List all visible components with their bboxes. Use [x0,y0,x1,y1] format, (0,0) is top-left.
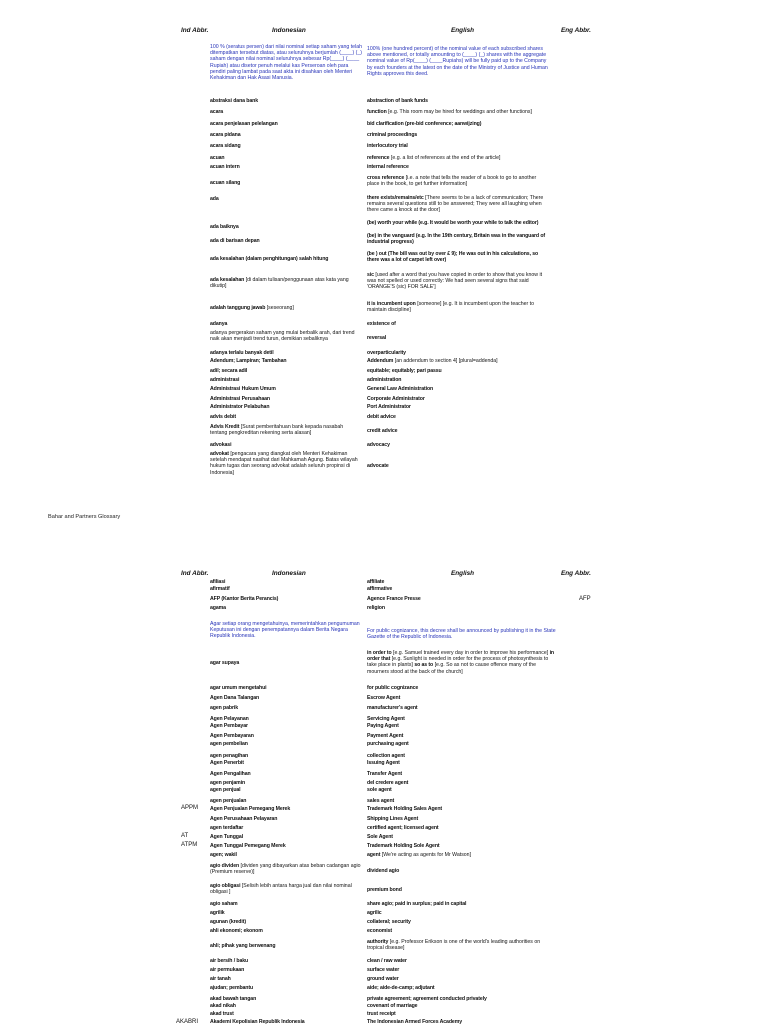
term-en: General Law Administration [367,386,434,392]
abbr-id: AT [181,833,189,839]
term-en: Port Administrator [367,404,411,410]
note-id: adanya pergerakan saham yang mulai berbalik arah, dari trend naik akan menjadi trend turun, demikian sebaliknya [210,330,355,343]
term-id: agen pembelian [210,741,248,747]
header-english: English [451,27,475,34]
abbr-id: ATPM [181,842,198,848]
term-en: (be ) out (The bill was out by over £ 9); He was out in his calculations, so there was a lot of carpet left over) [367,251,539,264]
term-id: akad trust [210,1011,234,1017]
term-id: ahli ekonomi; ekonom [210,928,263,934]
term-id: akad bawah tangan [210,996,257,1002]
term-en: administration [367,377,402,383]
page-footer: Bahar and Partners Glossary [48,514,121,520]
term-id: agio obligasi [Selisih lebih antara harga jual dan nilai nominal obligasi ] [210,883,352,896]
term-en: internal reference [367,164,409,170]
term-id: Agen Pengalihan [210,771,251,777]
term-en: covenant of marriage [367,1003,418,1009]
term-en: religion [367,605,385,611]
term-id: Agen Pembayaran [210,733,254,739]
term-en: Sole Agent [367,834,393,840]
term-en: there exists/remains/etc [There seems to be a lack of communication; There remains several questions still to be answered; They were all laughing when there came a knock at the door] [367,195,544,214]
term-en: certified agent; licensed agent [367,825,439,831]
term-en: Payment Agent [367,733,404,739]
term-id: AFP (Kantor Berita Perancis) [210,596,279,602]
term-en: advocate [367,463,389,469]
term-en: Agence France Presse [367,596,421,602]
term-en: sole agent [367,787,392,793]
term-en: reference [e.g. a list of references at the end of the article] [367,155,501,161]
term-id: afiliasi [210,579,226,585]
term-en: criminal proceedings [367,132,418,138]
term-en: authority [e.g. Professor Erikson is one of the world's leading authorities on tropical disease] [367,939,541,952]
term-id: Agen Penerbit [210,760,244,766]
abbr-id: AKABRI [176,1019,199,1025]
term-id: agen terdaftar [210,825,244,831]
term-en: Escrow Agent [367,695,401,701]
term-id: acuan silang [210,180,241,186]
term-id: ajudan; pembantu [210,985,254,991]
term-id: acuan intern [210,164,240,170]
term-id: agen penjual [210,787,241,793]
term-en: interlocutory trial [367,143,408,149]
term-id: administrasi [210,377,240,383]
term-en: dividend agio [367,868,400,874]
term-en: existence of [367,321,396,327]
term-id: adalah tanggung jawab [seseorang] [210,305,294,311]
term-en: Addendum [an addendum to section 4] [plural=addenda] [367,358,498,364]
term-en: Issuing Agent [367,760,400,766]
term-en: in order to [e.g. Samuel trained every day in order to improve his performance] in order that [e.g. Sunlight is needed in order for the process of photosynthesis to take place in plants] so as to [e.g. So as not to cause offence many of the mourners stood at the back of the church] [367,650,555,675]
term-id: Agen Dana Talangan [210,695,260,701]
term-en: (be) worth your while (e.g. It would be worth your while to talk the editor) [367,220,539,226]
term-id: agen penjualan [210,798,247,804]
term-id: Administrasi Perusahaan [210,396,270,402]
header-ind-abbr: Ind Abbr. [181,27,209,34]
term-id: agen pabrik [210,705,239,711]
intro-english: 100% (one hundred percent) of the nominal value of each subscribed shares above mentioned, or totally amounting to (____) (_) shares with the aggregate nominal value of Rp(____) (____Rupiahs) will be fully paid up to the Company by each founders at the latest on the date of the Ministry of Justice and Human Rights approves this deed. [367,46,548,77]
term-id: Akademi Kepolisian Republik Indonesia [210,1019,305,1025]
term-id: acara penjelasan pelelangan [210,121,278,127]
term-id: Administrator Pelabuhan [210,404,270,410]
term-id: agen penjamin [210,780,246,786]
term-en: affiliate [367,579,385,585]
term-id: agio dividen [dividen yang dibayarkan atas beban cadangan agio (Premium reserve)] [210,863,361,876]
term-en: purchasing agent [367,741,409,747]
term-id: air tanah [210,976,231,982]
term-id: afirmatif [210,586,230,592]
term-id: agrilik [210,910,225,916]
term-en: advocacy [367,442,390,448]
header-ind-abbr: Ind Abbr. [181,570,209,577]
term-en: (be) in the vanguard (e.g. In the 19th century, Britain was in the vanguard of industrial progress) [367,233,546,246]
term-en: cross reference [i.e. a note that tells the reader of a book to go to another place in the book, to get further information] [367,175,537,188]
abbr-id: APPM [181,805,199,811]
term-en: agent [We're acting as agents for Mr Watson] [367,852,472,858]
term-id: Agen Perusahaan Pelayaran [210,816,278,822]
term-en: it is incumbent upon [someone] [e.g. It is incumbent upon the teacher to maintain discipline] [367,301,534,314]
term-id: Agen Penjualan Pemegang Merek [210,806,291,812]
term-id: adanya terlalu banyak detil [210,350,274,356]
term-id: agen penagihan [210,753,249,759]
term-en: surface water [367,967,400,973]
term-en: clean / raw water [367,958,407,964]
term-en: ground water [367,976,399,982]
term-en: manufacturer's agent [367,705,418,711]
term-en: abstraction of bank funds [367,98,428,104]
term-id: acuan [210,155,225,161]
abbr-en: AFP [579,596,591,602]
header-eng-abbr: Eng Abbr. [561,27,591,34]
intro-indonesian: 100 % (seratus persen) dari nilai nominal setiap saham yang telah ditempatkan tersebut diatas, atau seluruhnya berjumlah (____) (_) saham dengan nilai nominal seluruhnya sebesar Rp(____) (____ Rupiah) atau disetor penuh melalui kas Perseroan oleh para pendiri paling lambat pada saat akta ini disahkan oleh Menteri Kehakiman dan Hak Asasi Manusia. [210,44,362,82]
term-en: function [e.g. This room may be hired for weddings and other functions] [367,109,532,115]
term-en: private agreement; agreement conducted privately [367,996,487,1002]
term-en: economist [367,928,393,934]
term-en: The Indonesian Armed Forces Academy [367,1019,462,1025]
term-en: debit advice [367,414,396,420]
term-id: Agen Tunggal [210,834,243,840]
intro-indonesian: Agar setiap orang mengetahuinya, memerintahkan pengumuman Keputusan ini dengan penempatannya dalam Berita Negara Republik Indonesia. [210,621,360,640]
glossary-page-1 [0,0,768,512]
term-en: agrilic [367,910,382,916]
term-id: agen; wakil [210,852,237,858]
term-en: trust receipt [367,1011,396,1017]
term-id: agar supaya [210,660,240,666]
term-id: advis debit [210,414,236,420]
header-indonesian: Indonesian [272,570,306,577]
term-en: sales agent [367,798,395,804]
term-en: collection agent [367,753,405,759]
intro-english: For public cognizance, this decree shall be announced by publishing it in the State Gazette of the Republic of Indonesia. [367,628,556,641]
term-id: ada kesalahan (dalam penghitungan) salah hitung [210,256,329,262]
term-en: sic [used after a word that you have copied in order to show that you know it was not spelled or used correctly: We had seen several signs that said 'ORANGE'S (sic) FOR SALE'] [367,272,543,291]
term-id: abstraksi dana bank [210,98,258,104]
term-id: adil; secara adil [210,368,248,374]
term-id: adanya [210,321,228,327]
term-id: ada baiknya [210,224,239,230]
header-eng-abbr: Eng Abbr. [561,570,591,577]
term-id: agio saham [210,901,238,907]
term-id: ahli; pihak yang berwenang [210,943,276,949]
glossary-page-2 [0,565,768,1024]
term-id: Adendum; Lampiran; Tambahan [210,358,287,364]
header-english: English [451,570,475,577]
term-en: affirmative [367,586,393,592]
term-id: Administrasi Hukum Umum [210,386,276,392]
term-en: collateral; security [367,919,411,925]
term-id: air bersih / baku [210,958,249,964]
term-id: agama [210,605,226,611]
term-id: advokat [pengacara yang diangkat oleh Menteri Kehakiman setelah mendapat nasihat dari Mahkamah Agung. Batas wilayah hukum tugas dan seorang advokat adalah seluruh propinsi di Indonesia] [210,451,358,476]
term-en: overparticularity [367,350,406,356]
term-id: Agen Tunggal Pemegang Merek [210,843,286,849]
term-en: aide; aide-de-camp; adjutant [367,985,435,991]
term-en: credit advice [367,428,398,434]
term-en: Paying Agent [367,723,399,729]
term-en: premium bond [367,887,402,893]
term-en: Shipping Lines Agent [367,816,419,822]
term-id: ada di barisan depan [210,238,260,244]
term-id: agar umum mengetahui [210,685,267,691]
term-en: Trademark Holding Sole Agent [367,843,440,849]
term-id: air permukaan [210,967,245,973]
term-id: ada kesalahan [di dalam tulisan/penggunaan atas kata yang dikutip] [210,277,349,290]
term-id: ada [210,196,219,202]
term-en: Trademark Holding Sales Agent [367,806,443,812]
term-id: Agen Pembayar [210,723,248,729]
term-en: Servicing Agent [367,716,405,722]
term-en: del credere agent [367,780,409,786]
header-indonesian: Indonesian [272,27,306,34]
term-en: Corporate Administrator [367,396,425,402]
term-id: Advis Kredit [Surat pemberitahuan bank kepada nasabah tentang pengkreditan rekening serta alasan] [210,424,344,437]
term-en: for public cognizance [367,685,419,691]
term-en: Transfer Agent [367,771,403,777]
term-id: Agen Pelayanan [210,716,249,722]
term-id: acara pidana [210,132,241,138]
term-id: agunan (kredit) [210,919,246,925]
term-en: bid clarification (pre-bid conference; aanwijzing) [367,121,482,127]
term-id: akad nikah [210,1003,236,1009]
term-en: equitable; equitably; pari passu [367,368,442,374]
term-id: acara sidang [210,143,241,149]
term-id: advokasi [210,442,232,448]
term-id: acara [210,109,224,115]
term-en: share agio; paid in surplus; paid in capital [367,901,467,907]
term-en: reversal [367,335,387,341]
